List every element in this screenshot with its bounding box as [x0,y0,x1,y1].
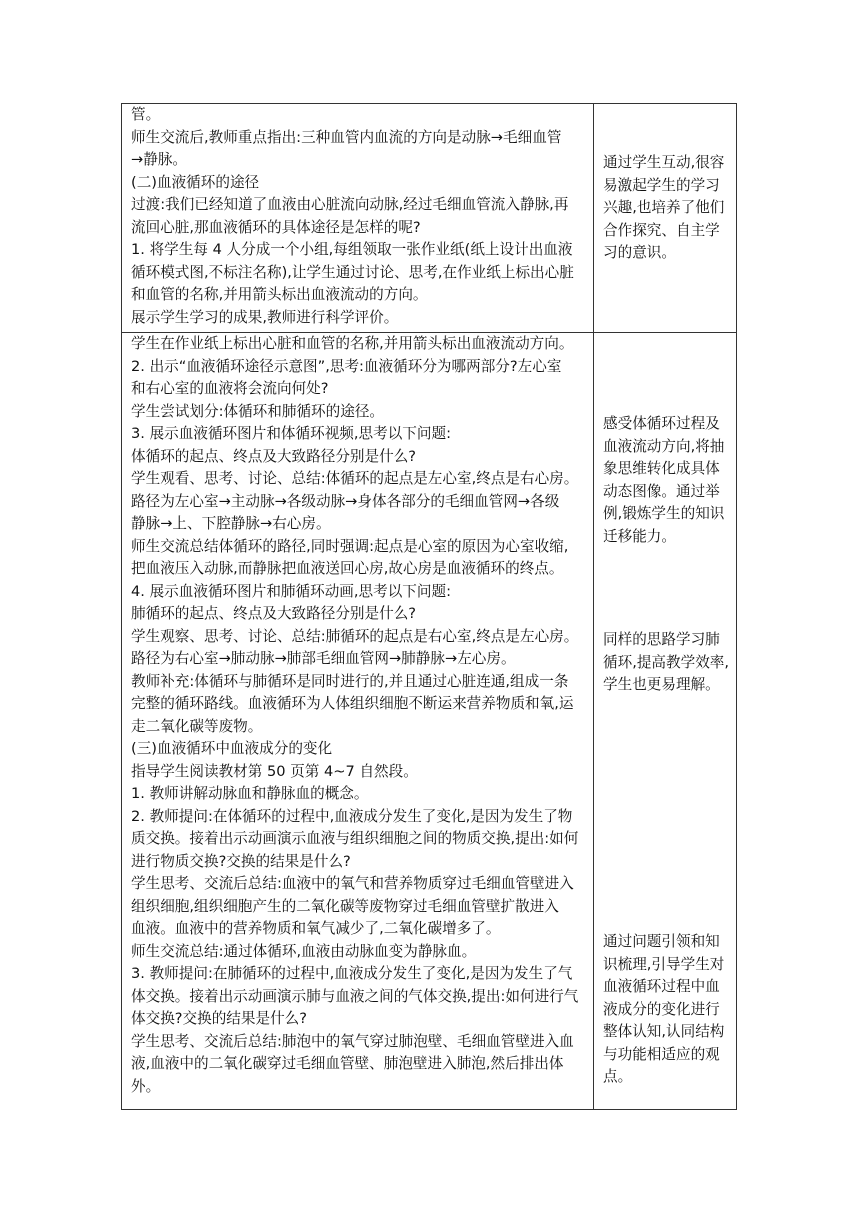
table-row [122,332,736,1109]
text-line: 学生观看、思考、讨论、总结:体循环的起点是左心室,终点是右心房。 [131,470,579,487]
table-row [122,104,736,332]
section-heading: (三)血液循环中血液成分的变化 [131,740,333,757]
text-line: 4. 展示血液循环图片和肺循环动画,思考以下问题: [131,582,451,600]
text-line: 循环模式图,不标注名称),让学生通过讨论、思考,在作业纸上标出心脏 [131,263,574,281]
text-line: 展示学生学习的成果,教师进行科学评价。 [131,308,399,326]
text-line: 和右心室的血液将会流向何处? [131,380,329,397]
text-line: 指导学生阅读教材第 50 页第 4~7 自然段。 [131,762,418,780]
text-line: 学生思考、交流后总结:肺泡中的氧气穿过肺泡壁、毛细血管壁进入血 [131,1032,574,1050]
text-line: 流回心脏,那血液循环的具体途径是怎样的呢? [131,218,421,236]
text-line: 完整的循环路线。血液循环为人体组织细胞不断运来营养物质和氧,运 [131,695,574,712]
text-line: 把血液压入动脉,而静脉把血液送回心房,故心房是血液循环的终点。 [131,560,564,577]
design-intent-note: 通过问题引领和知识梳理,引导学生对血液循环过程中血液成分的变化进行整体认知,认同结构与功能相适应的观点。 [603,933,725,1085]
text-line: 师生交流后,教师重点指出:三种血管内血流的方向是动脉→毛细血管 [131,128,562,146]
text-line: 学生思考、交流后总结:血液中的氧气和营养物质穿过毛细血管壁进入 [131,875,574,892]
text-line: 1. 将学生每 4 人分成一个小组,每组领取一张作业纸(纸上设计出血液 [131,241,573,258]
text-line: 路径为左心室→主动脉→各级动脉→身体各部分的毛细血管网→各级 [131,492,560,510]
activity-cell [122,104,594,332]
design-intent-note: 通过学生互动,很容易激起学生的学习兴趣,也培养了他们合作探究、自主学习的意识。 [603,154,725,261]
text-line: 学生观察、思考、讨论、总结:肺循环的起点是右心室,终点是左心房。 [131,627,579,645]
text-line: 进行物质交换?交换的结果是什么? [131,852,351,870]
text-line: 静脉→上、下腔静脉→右心房。 [131,515,331,532]
section-heading: (二)血液循环的途径 [131,173,260,191]
text-line: 质交换。接着出示动画演示血液与组织细胞之间的物质交换,提出:如何 [131,830,579,847]
text-line: 血液。血液中的营养物质和氧气减少了,二氧化碳增多了。 [131,920,501,937]
text-line: 管。 [131,106,161,123]
text-line: 液,血液中的二氧化碳穿过毛细血管壁、肺泡壁进入肺泡,然后排出体 [131,1055,564,1072]
text-line: 2. 出示“血液循环途径示意图”,思考:血液循环分为哪两部分?左心室 [131,357,562,375]
text-line: 体循环的起点、终点及大致路径分别是什么? [131,447,417,465]
text-line: 3. 教师提问:在肺循环的过程中,血液成分发生了变化,是因为发生了气 [131,965,573,982]
text-line: 2. 教师提问:在体循环的过程中,血液成分发生了变化,是因为发生了物 [131,807,573,825]
text-line: →静脉。 [131,151,188,168]
text-line: 1. 教师讲解动脉血和静脉血的概念。 [131,785,369,802]
text-line: 外。 [131,1077,161,1095]
text-line: 过渡:我们已经知道了血液由心脏流向动脉,经过毛细血管流入静脉,再 [131,196,569,213]
text-line: 和血管的名称,并用箭头标出血液流动的方向。 [131,286,428,303]
text-line: 体交换?交换的结果是什么? [131,1010,308,1027]
lesson-table [121,103,737,1110]
text-line: 学生尝试划分:体循环和肺循环的途径。 [131,402,385,420]
activity-cell [122,333,594,1109]
text-line: 走二氧化碳等废物。 [131,717,263,735]
text-line: 师生交流总结体循环的路径,同时强调:起点是心室的原因为心室收缩, [131,537,569,555]
text-line: 3. 展示血液循环图片和体循环视频,思考以下问题: [131,425,451,442]
text-line: 学生在作业纸上标出心脏和血管的名称,并用箭头标出血液流动方向。 [131,335,574,352]
intent-cell [594,333,736,1109]
text-line: 师生交流总结:通过体循环,血液由动脉血变为静脉血。 [131,942,477,960]
design-intent-note: 同样的思路学习肺循环,提高教学效率,学生也更易理解。 [603,631,730,693]
text-line: 体交换。接着出示动画演示肺与血液之间的气体交换,提出:如何进行气 [131,987,579,1005]
text-line: 教师补充:体循环与肺循环是同时进行的,并且通过心脏连通,组成一条 [131,672,569,690]
text-line: 肺循环的起点、终点及大致路径分别是什么? [131,605,417,622]
text-line: 组织细胞,组织细胞产生的二氧化碳等废物穿过毛细血管壁扩散进入 [131,897,559,915]
intent-cell [594,104,736,332]
text-line: 路径为右心室→肺动脉→肺部毛细血管网→肺静脉→左心房。 [131,650,516,667]
design-intent-note: 感受体循环过程及血液流动方向,将抽象思维转化成具体动态图像。通过举例,锻炼学生的知识迁移能力。 [603,415,725,545]
